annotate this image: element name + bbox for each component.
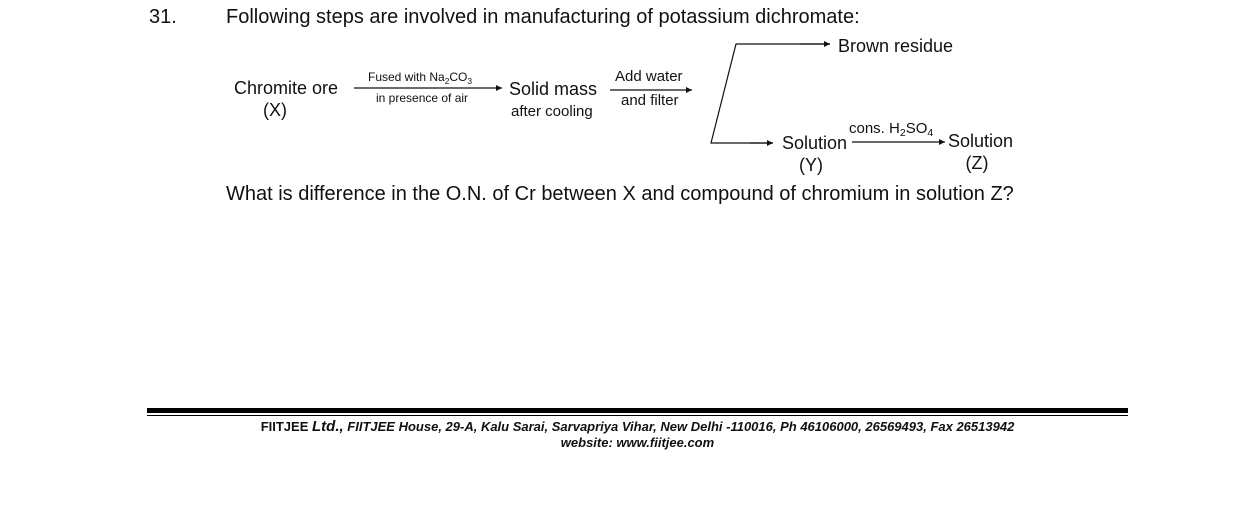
solution-z-label: Solution — [948, 131, 1014, 151]
footer-brand: FIITJEE — [260, 419, 309, 434]
branch-lines — [711, 44, 830, 143]
solution-y-label: Solution — [782, 133, 848, 153]
solution-z-symbol: (Z) — [965, 153, 989, 173]
question-number: 31. — [149, 6, 177, 28]
question-text: Following steps are involved in manufacturing of potassium dichromate: — [226, 6, 860, 28]
arrow3-label: cons. $H_2SO_4$ — [849, 120, 934, 139]
arrow1-bottom-label: in presence of air — [376, 91, 469, 105]
chromite-ore-label: Chromite ore — [233, 78, 339, 98]
question-prompt: What is difference in the O.N. of Cr between X and compound of chromium in solution Z? — [226, 183, 1014, 205]
solid-mass-label: Solid mass — [509, 79, 598, 99]
footer-address: FIITJEE House, 29-A, Kalu Sarai, Sarvapriya Vihar, New Delhi -110016, Ph 46106000, 26569493, Fax 26513942 — [347, 419, 1015, 434]
footer-rule-thick — [147, 408, 1128, 413]
solid-mass-note: after cooling — [511, 103, 593, 120]
arrow1-top-label: Fused with $Na_2CO_3$ — [368, 70, 473, 86]
footer-ltd: Ltd., — [312, 418, 344, 435]
solution-y-symbol: (Y) — [799, 155, 823, 175]
footer-rule-thin — [147, 415, 1128, 416]
footer-website: website: www.fiitjee.com — [560, 435, 715, 450]
footer — [147, 419, 1128, 451]
arrow2-bottom-label: and filter — [621, 92, 679, 109]
arrow2-top-label: Add water — [615, 68, 683, 85]
brown-residue-label: Brown residue — [838, 36, 954, 56]
footer-address-line — [147, 419, 1128, 435]
chromite-ore-symbol: (X) — [263, 100, 287, 120]
